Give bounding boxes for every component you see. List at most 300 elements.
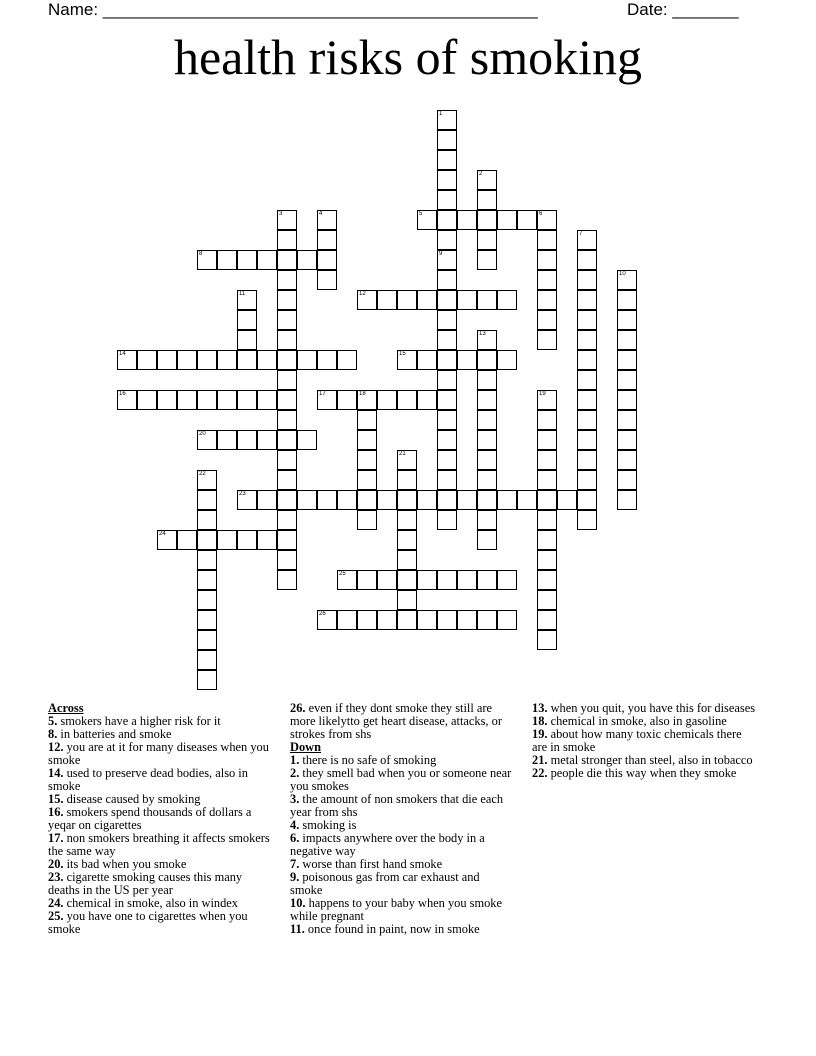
grid-cell[interactable]	[437, 330, 457, 350]
clue-down	[290, 793, 515, 819]
clue-text: metal stronger than steel, also in tobacco	[550, 753, 753, 767]
grid-cell[interactable]	[297, 490, 317, 510]
grid-cell[interactable]	[277, 510, 297, 530]
grid-cell[interactable]	[617, 410, 637, 430]
grid-cell[interactable]	[377, 390, 397, 410]
clue-number: 12.	[48, 740, 64, 754]
grid-cell[interactable]	[377, 290, 397, 310]
clue-down	[532, 728, 757, 754]
cell-number: 4	[319, 211, 323, 217]
grid-cell[interactable]	[617, 370, 637, 390]
grid-cell[interactable]	[297, 250, 317, 270]
grid-cell[interactable]	[197, 510, 217, 530]
grid-cell[interactable]	[277, 570, 297, 590]
clue-column-2	[290, 702, 515, 936]
clue-column-1	[48, 702, 273, 936]
grid-cell[interactable]	[417, 390, 437, 410]
date-label: Date:	[627, 0, 668, 19]
clue-text: worse than first hand smoke	[302, 857, 443, 871]
grid-cell[interactable]	[137, 390, 157, 410]
grid-cell[interactable]	[457, 350, 477, 370]
grid-cell[interactable]	[217, 530, 237, 550]
cell-number: 1	[439, 111, 443, 117]
grid-cell[interactable]	[437, 570, 457, 590]
grid-cell[interactable]	[217, 250, 237, 270]
cell-number: 24	[159, 531, 166, 537]
clue-text: impacts anywhere over the body in a negative way	[290, 831, 485, 858]
grid-cell[interactable]	[277, 470, 297, 490]
grid-cell[interactable]	[197, 390, 217, 410]
grid-cell[interactable]	[477, 570, 497, 590]
cell-number: 14	[119, 351, 126, 357]
grid-cell[interactable]	[337, 490, 357, 510]
grid-cell[interactable]	[197, 490, 217, 510]
cell-number: 17	[319, 391, 326, 397]
grid-cell[interactable]	[437, 230, 457, 250]
grid-cell[interactable]	[497, 570, 517, 590]
grid-cell[interactable]	[577, 430, 597, 450]
grid-cell[interactable]	[617, 450, 637, 470]
grid-cell[interactable]	[537, 530, 557, 550]
grid-cell[interactable]	[277, 290, 297, 310]
grid-cell[interactable]	[357, 510, 377, 530]
grid-cell[interactable]	[577, 470, 597, 490]
grid-cell[interactable]	[377, 490, 397, 510]
grid-cell[interactable]	[577, 250, 597, 270]
grid-cell[interactable]	[157, 530, 177, 550]
grid-cell[interactable]	[197, 670, 217, 690]
grid-cell[interactable]	[277, 330, 297, 350]
grid-cell[interactable]	[117, 390, 137, 410]
grid-cell[interactable]	[437, 370, 457, 390]
grid-cell[interactable]	[497, 290, 517, 310]
grid-cell[interactable]	[217, 350, 237, 370]
grid-cell[interactable]	[497, 210, 517, 230]
grid-cell[interactable]	[477, 410, 497, 430]
grid-cell[interactable]	[537, 570, 557, 590]
grid-cell[interactable]	[537, 250, 557, 270]
grid-cell[interactable]	[577, 490, 597, 510]
grid-cell[interactable]	[537, 510, 557, 530]
clue-number: 2.	[290, 766, 300, 780]
grid-cell[interactable]	[137, 350, 157, 370]
clue-text: people die this way when they smoke	[550, 766, 737, 780]
clue-number: 10.	[290, 896, 306, 910]
grid-cell[interactable]	[237, 350, 257, 370]
cell-number: 15	[399, 351, 406, 357]
grid-cell[interactable]	[237, 250, 257, 270]
grid-cell[interactable]	[257, 390, 277, 410]
grid-cell[interactable]	[197, 250, 217, 270]
grid-cell[interactable]	[477, 290, 497, 310]
grid-cell[interactable]	[397, 530, 417, 550]
grid-cell[interactable]	[277, 350, 297, 370]
grid-cell[interactable]	[577, 270, 597, 290]
clue-number: 14.	[48, 766, 64, 780]
grid-cell[interactable]	[437, 290, 457, 310]
grid-cell[interactable]	[537, 430, 557, 450]
grid-cell[interactable]	[277, 550, 297, 570]
grid-cell[interactable]	[477, 450, 497, 470]
grid-cell[interactable]	[537, 410, 557, 430]
clue-down	[290, 923, 515, 936]
clue-down	[290, 871, 515, 897]
grid-cell[interactable]	[457, 610, 477, 630]
grid-cell[interactable]	[577, 330, 597, 350]
grid-cell[interactable]	[397, 550, 417, 570]
clue-number: 6.	[290, 831, 300, 845]
grid-cell[interactable]	[317, 270, 337, 290]
grid-cell[interactable]	[397, 470, 417, 490]
grid-cell[interactable]	[277, 310, 297, 330]
cell-number: 26	[319, 611, 326, 617]
grid-cell[interactable]	[177, 390, 197, 410]
name-label: Name:	[48, 0, 99, 19]
clue-number: 19.	[532, 727, 548, 741]
grid-cell[interactable]	[397, 490, 417, 510]
clue-across	[290, 702, 515, 741]
clue-text: smokers have a higher risk for it	[60, 714, 221, 728]
grid-cell[interactable]	[277, 370, 297, 390]
grid-cell[interactable]	[537, 290, 557, 310]
grid-cell[interactable]	[477, 470, 497, 490]
grid-cell[interactable]	[317, 390, 337, 410]
grid-cell[interactable]	[257, 430, 277, 450]
grid-cell[interactable]	[257, 350, 277, 370]
clue-text: they smell bad when you or someone near you smokes	[290, 766, 512, 793]
grid-cell[interactable]	[477, 490, 497, 510]
clue-text: there is no safe of smoking	[302, 753, 437, 767]
clue-down	[290, 832, 515, 858]
grid-cell[interactable]	[437, 250, 457, 270]
clue-across	[48, 871, 273, 897]
grid-cell[interactable]	[537, 210, 557, 230]
cell-number: 11	[239, 291, 246, 297]
clue-text: about how many toxic chemicals there are in smoke	[532, 727, 742, 754]
grid-cell[interactable]	[577, 310, 597, 330]
grid-cell[interactable]	[197, 350, 217, 370]
clue-text: chemical in smoke, also in gasoline	[550, 714, 727, 728]
grid-cell[interactable]	[197, 430, 217, 450]
clue-number: 18.	[532, 714, 548, 728]
grid-cell[interactable]	[257, 250, 277, 270]
grid-cell[interactable]	[577, 370, 597, 390]
clue-text: used to preserve dead bodies, also in smoke	[48, 766, 248, 793]
grid-cell[interactable]	[317, 350, 337, 370]
clue-number: 1.	[290, 753, 300, 767]
clue-text: in batteries and smoke	[60, 727, 172, 741]
grid-cell[interactable]	[617, 310, 637, 330]
grid-cell[interactable]	[617, 470, 637, 490]
grid-cell[interactable]	[497, 610, 517, 630]
grid-cell[interactable]	[617, 430, 637, 450]
grid-cell[interactable]	[537, 270, 557, 290]
grid-cell[interactable]	[237, 430, 257, 450]
grid-cell[interactable]	[437, 610, 457, 630]
grid-cell[interactable]	[357, 450, 377, 470]
grid-cell[interactable]	[277, 430, 297, 450]
cell-number: 13	[479, 331, 486, 337]
grid-cell[interactable]	[237, 290, 257, 310]
clue-across	[48, 910, 273, 936]
clue-number: 3.	[290, 792, 300, 806]
grid-cell[interactable]	[457, 570, 477, 590]
grid-cell[interactable]	[197, 570, 217, 590]
grid-cell[interactable]	[537, 610, 557, 630]
cell-number: 16	[119, 391, 126, 397]
grid-cell[interactable]	[437, 130, 457, 150]
grid-cell[interactable]	[277, 250, 297, 270]
clue-across	[48, 741, 273, 767]
grid-cell[interactable]	[437, 110, 457, 130]
grid-cell[interactable]	[317, 250, 337, 270]
grid-cell[interactable]	[537, 470, 557, 490]
grid-cell[interactable]	[217, 390, 237, 410]
grid-cell[interactable]	[477, 350, 497, 370]
grid-cell[interactable]	[117, 350, 137, 370]
grid-cell[interactable]	[317, 230, 337, 250]
grid-cell[interactable]	[477, 170, 497, 190]
grid-cell[interactable]	[357, 430, 377, 450]
grid-cell[interactable]	[257, 490, 277, 510]
grid-cell[interactable]	[317, 490, 337, 510]
grid-cell[interactable]	[197, 530, 217, 550]
grid-cell[interactable]	[297, 350, 317, 370]
grid-cell[interactable]	[437, 410, 457, 430]
clue-text: non smokers breathing it affects smokers the same way	[48, 831, 270, 858]
grid-cell[interactable]	[357, 410, 377, 430]
grid-cell[interactable]	[617, 390, 637, 410]
grid-cell[interactable]	[297, 430, 317, 450]
clue-text: you have one to cigarettes when you smoke	[48, 909, 248, 936]
grid-cell[interactable]	[477, 610, 497, 630]
grid-cell[interactable]	[417, 290, 437, 310]
grid-cell[interactable]	[617, 290, 637, 310]
grid-cell[interactable]	[277, 490, 297, 510]
grid-cell[interactable]	[617, 490, 637, 510]
grid-cell[interactable]	[417, 610, 437, 630]
grid-cell[interactable]	[537, 630, 557, 650]
grid-cell[interactable]	[197, 650, 217, 670]
grid-cell[interactable]	[337, 350, 357, 370]
grid-cell[interactable]	[277, 230, 297, 250]
grid-cell[interactable]	[397, 570, 417, 590]
grid-cell[interactable]	[577, 510, 597, 530]
clue-number: 11.	[290, 922, 305, 936]
grid-cell[interactable]	[277, 410, 297, 430]
cell-number: 22	[199, 471, 206, 477]
grid-cell[interactable]	[437, 470, 457, 490]
grid-cell[interactable]	[357, 390, 377, 410]
grid-cell[interactable]	[477, 230, 497, 250]
grid-cell[interactable]	[357, 470, 377, 490]
grid-cell[interactable]	[277, 210, 297, 230]
grid-cell[interactable]	[577, 230, 597, 250]
grid-cell[interactable]	[437, 150, 457, 170]
clue-number: 26.	[290, 701, 306, 715]
grid-cell[interactable]	[417, 570, 437, 590]
clue-number: 13.	[532, 701, 548, 715]
clue-text: chemical in smoke, also in windex	[66, 896, 238, 910]
grid-cell[interactable]	[317, 210, 337, 230]
cell-number: 12	[359, 291, 366, 297]
grid-cell[interactable]	[617, 350, 637, 370]
grid-cell[interactable]	[397, 590, 417, 610]
grid-cell[interactable]	[357, 290, 377, 310]
grid-cell[interactable]	[397, 390, 417, 410]
grid-cell[interactable]	[437, 450, 457, 470]
grid-cell[interactable]	[617, 270, 637, 290]
grid-cell[interactable]	[457, 290, 477, 310]
cell-number: 6	[539, 211, 543, 217]
grid-cell[interactable]	[497, 350, 517, 370]
grid-cell[interactable]	[437, 270, 457, 290]
clue-down	[290, 897, 515, 923]
grid-cell[interactable]	[577, 290, 597, 310]
grid-cell[interactable]	[357, 570, 377, 590]
grid-cell[interactable]	[377, 570, 397, 590]
grid-cell[interactable]	[477, 190, 497, 210]
clue-number: 7.	[290, 857, 300, 871]
grid-cell[interactable]	[537, 230, 557, 250]
grid-cell[interactable]	[237, 490, 257, 510]
clue-text: the amount of non smokers that die each year from shs	[290, 792, 504, 819]
grid-cell[interactable]	[477, 250, 497, 270]
grid-cell[interactable]	[317, 610, 337, 630]
grid-cell[interactable]	[417, 210, 437, 230]
grid-cell[interactable]	[477, 430, 497, 450]
grid-cell[interactable]	[437, 350, 457, 370]
clue-text: once found in paint, now in smoke	[307, 922, 480, 936]
clue-number: 15.	[48, 792, 64, 806]
clue-number: 23.	[48, 870, 64, 884]
clue-number: 16.	[48, 805, 64, 819]
grid-cell[interactable]	[277, 390, 297, 410]
grid-cell[interactable]	[397, 610, 417, 630]
cell-number: 20	[199, 431, 206, 437]
clue-number: 21.	[532, 753, 548, 767]
cell-number: 23	[239, 491, 246, 497]
cell-number: 5	[419, 211, 423, 217]
grid-cell[interactable]	[437, 430, 457, 450]
grid-cell[interactable]	[257, 530, 277, 550]
grid-cell[interactable]	[477, 330, 497, 350]
grid-cell[interactable]	[337, 390, 357, 410]
grid-cell[interactable]	[277, 270, 297, 290]
grid-cell[interactable]	[537, 390, 557, 410]
grid-cell[interactable]	[337, 610, 357, 630]
grid-cell[interactable]	[537, 330, 557, 350]
grid-cell[interactable]	[177, 530, 197, 550]
grid-cell[interactable]	[477, 210, 497, 230]
grid-cell[interactable]	[477, 370, 497, 390]
grid-cell[interactable]	[397, 510, 417, 530]
page-title: health risks of smoking	[173, 29, 643, 85]
grid-cell[interactable]	[537, 550, 557, 570]
grid-cell[interactable]	[397, 290, 417, 310]
clue-text: even if they dont smoke they still are more likelytto get heart disease, attacks, or strokes from shs	[290, 701, 502, 741]
grid-cell[interactable]	[397, 350, 417, 370]
grid-cell[interactable]	[497, 490, 517, 510]
grid-cell[interactable]	[537, 490, 557, 510]
grid-cell[interactable]	[157, 390, 177, 410]
grid-cell[interactable]	[457, 490, 477, 510]
grid-cell[interactable]	[617, 330, 637, 350]
grid-cell[interactable]	[437, 170, 457, 190]
clue-text: you are at it for many diseases when you smoke	[48, 740, 269, 767]
grid-cell[interactable]	[417, 350, 437, 370]
grid-cell[interactable]	[357, 490, 377, 510]
grid-cell[interactable]	[437, 390, 457, 410]
grid-cell[interactable]	[357, 610, 377, 630]
grid-cell[interactable]	[557, 490, 577, 510]
cell-number: 10	[619, 271, 626, 277]
grid-cell[interactable]	[237, 330, 257, 350]
grid-cell[interactable]	[197, 610, 217, 630]
clue-text: disease caused by smoking	[66, 792, 201, 806]
grid-cell[interactable]	[277, 530, 297, 550]
grid-cell[interactable]	[197, 550, 217, 570]
grid-cell[interactable]	[577, 450, 597, 470]
grid-cell[interactable]	[577, 350, 597, 370]
cell-number: 9	[439, 251, 443, 257]
cell-number: 19	[539, 391, 546, 397]
clue-number: 5.	[48, 714, 58, 728]
grid-cell[interactable]	[377, 610, 397, 630]
grid-cell[interactable]	[197, 590, 217, 610]
grid-cell[interactable]	[157, 350, 177, 370]
cell-number: 3	[279, 211, 283, 217]
grid-cell[interactable]	[437, 510, 457, 530]
grid-cell[interactable]	[577, 410, 597, 430]
grid-cell[interactable]	[537, 450, 557, 470]
clue-number: 8.	[48, 727, 58, 741]
clue-number: 25.	[48, 909, 64, 923]
grid-cell[interactable]	[217, 430, 237, 450]
cell-number: 2	[479, 171, 483, 177]
grid-cell[interactable]	[177, 350, 197, 370]
grid-cell[interactable]	[197, 470, 217, 490]
grid-cell[interactable]	[237, 390, 257, 410]
grid-cell[interactable]	[537, 590, 557, 610]
grid-cell[interactable]	[237, 530, 257, 550]
grid-cell[interactable]	[337, 570, 357, 590]
grid-cell[interactable]	[237, 310, 257, 330]
grid-cell[interactable]	[517, 210, 537, 230]
clue-number: 9.	[290, 870, 300, 884]
cell-number: 18	[359, 391, 366, 397]
grid-cell[interactable]	[437, 490, 457, 510]
down-heading: Down	[290, 740, 321, 754]
grid-cell[interactable]	[437, 310, 457, 330]
grid-cell[interactable]	[477, 390, 497, 410]
grid-cell[interactable]	[437, 210, 457, 230]
grid-cell[interactable]	[437, 190, 457, 210]
clue-number: 22.	[532, 766, 548, 780]
grid-cell[interactable]	[517, 490, 537, 510]
cell-number: 21	[399, 451, 406, 457]
grid-cell[interactable]	[457, 210, 477, 230]
grid-cell[interactable]	[417, 490, 437, 510]
grid-cell[interactable]	[277, 450, 297, 470]
grid-cell[interactable]	[477, 510, 497, 530]
grid-cell[interactable]	[197, 630, 217, 650]
grid-cell[interactable]	[537, 310, 557, 330]
grid-cell[interactable]	[477, 530, 497, 550]
clue-text: when you quit, you have this for diseases	[550, 701, 756, 715]
grid-cell[interactable]	[397, 450, 417, 470]
grid-cell[interactable]	[577, 390, 597, 410]
